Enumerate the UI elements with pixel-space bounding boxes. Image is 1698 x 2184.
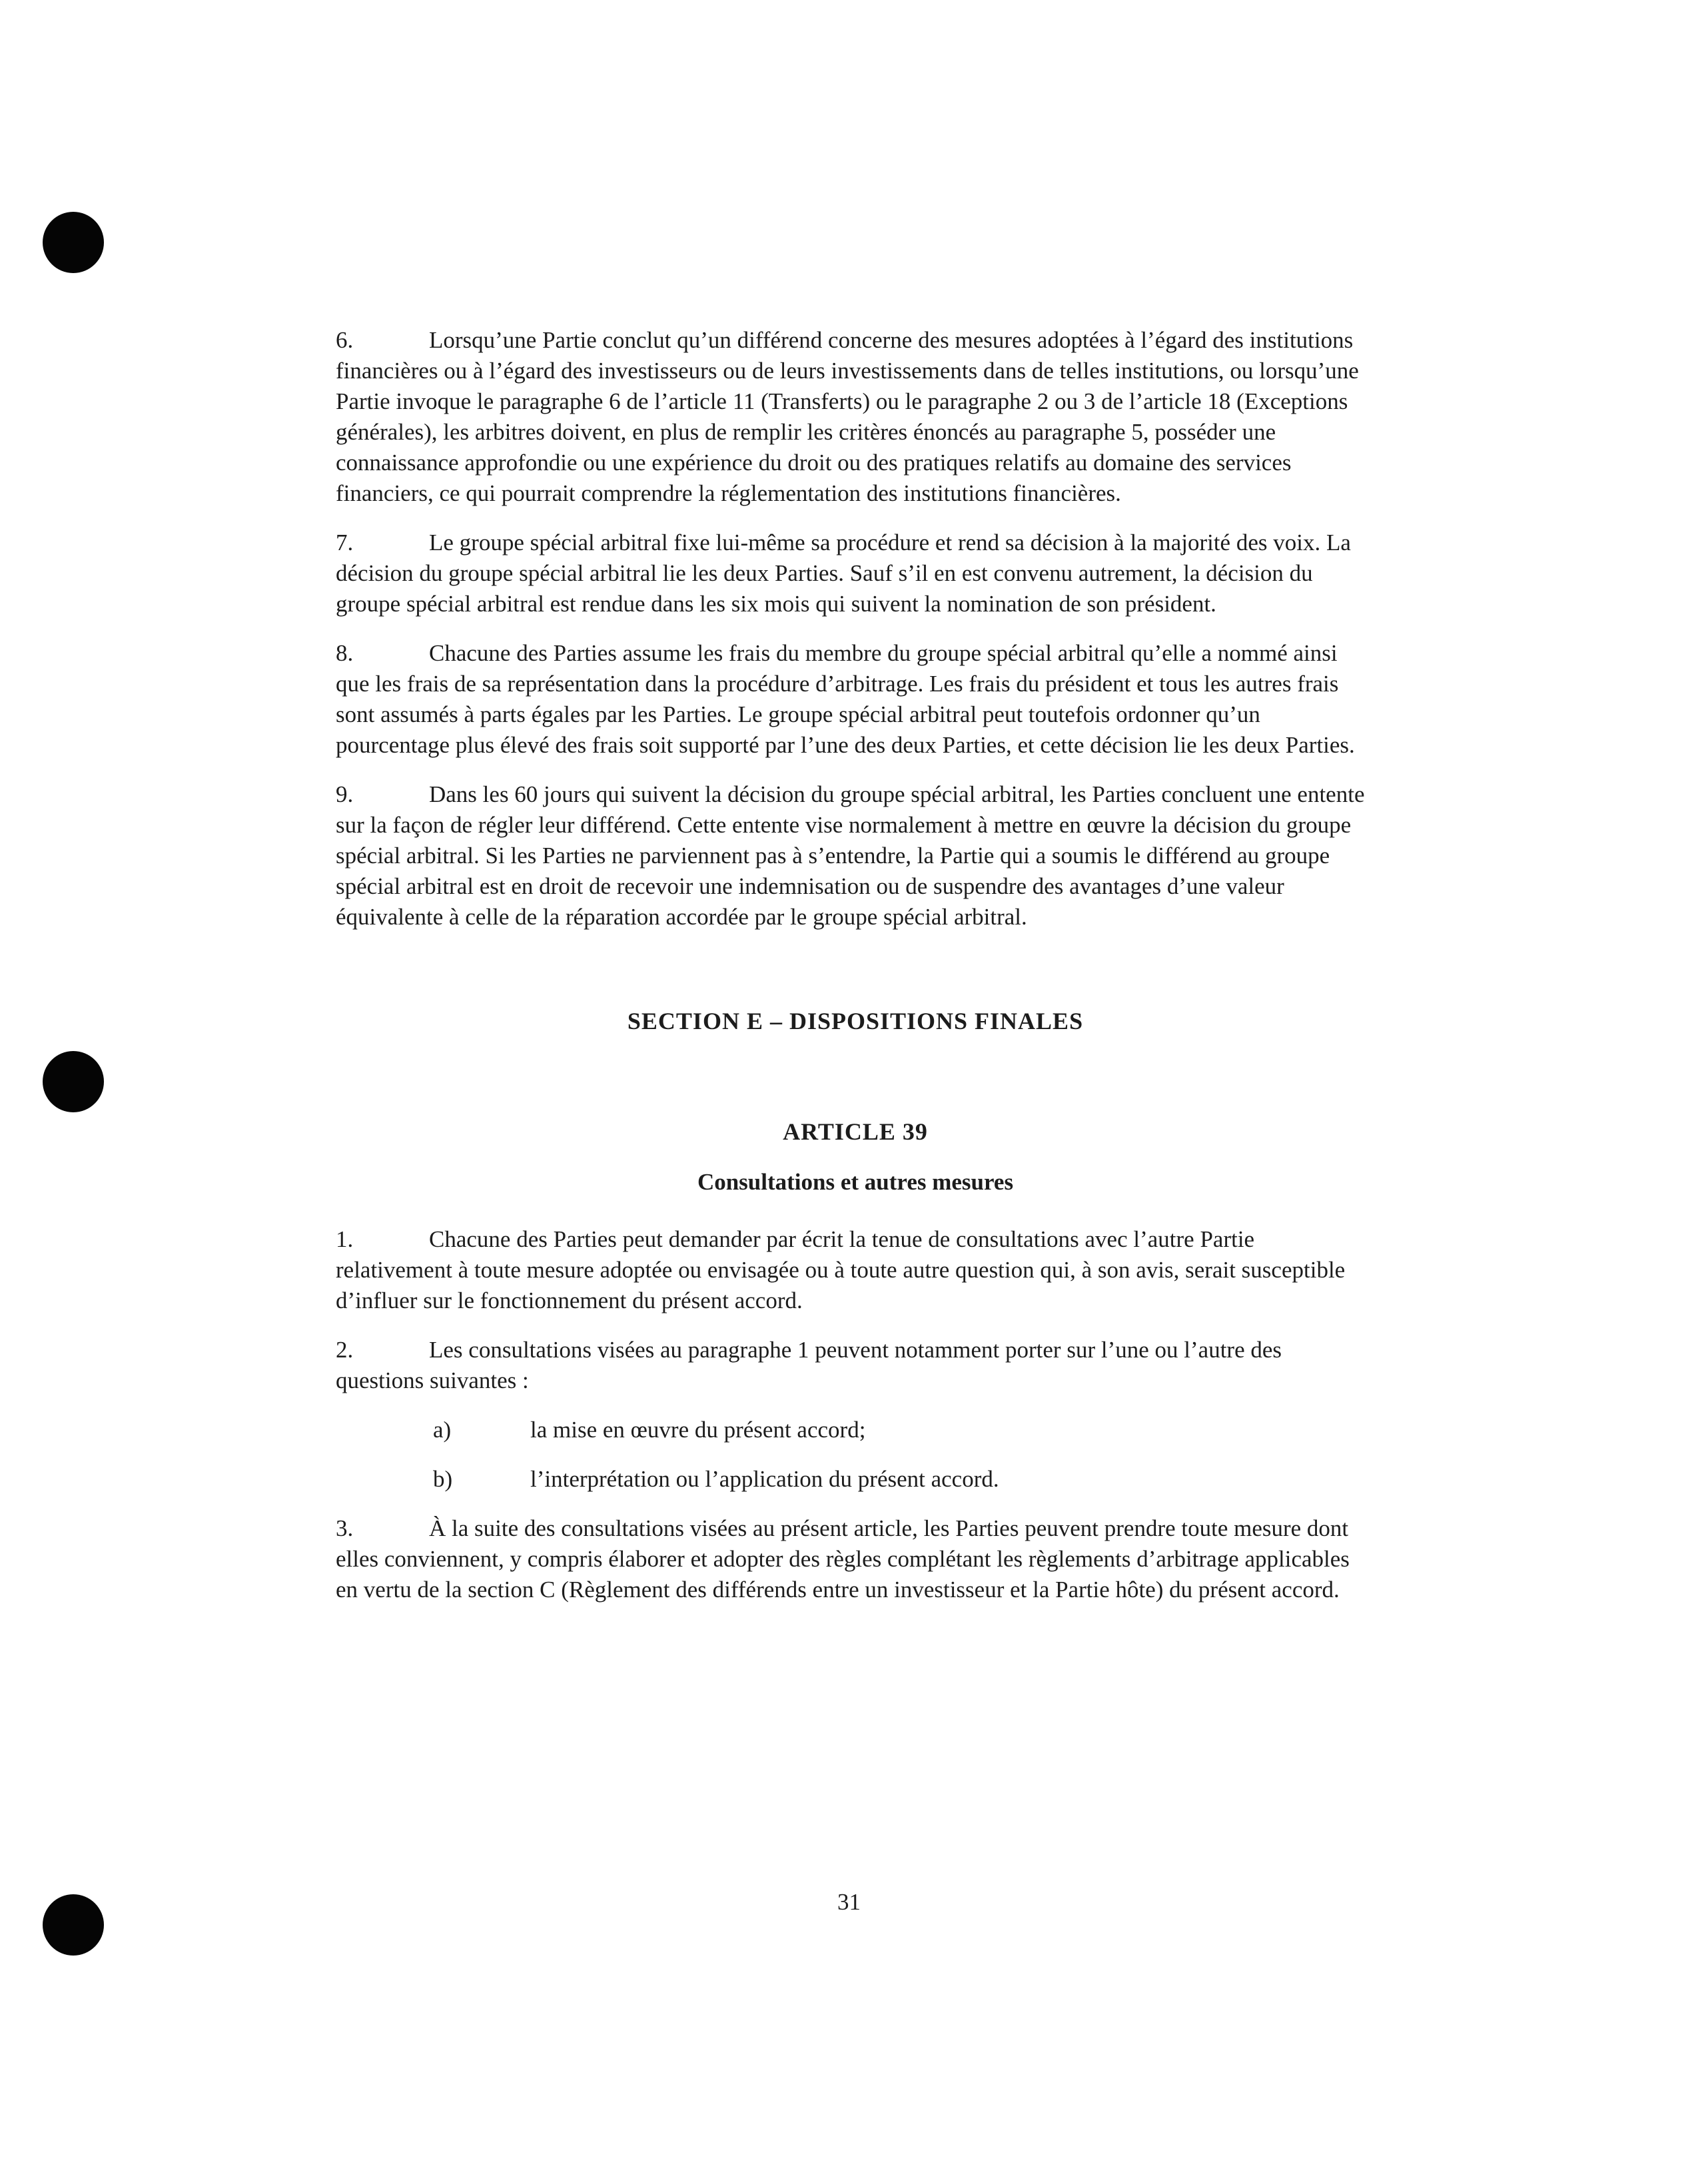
article-heading: ARTICLE 39 [783,1118,928,1145]
list-item-text: l’interprétation ou l’application du présent accord. [530,1466,999,1492]
list-item [433,1464,1375,1495]
paragraph-9 [336,779,1375,932]
paragraph-number: 2. [336,1337,354,1363]
list-item-letter: a) [433,1417,452,1443]
paragraph-6 [336,325,1375,509]
paragraph-text: Chacune des Parties peut demander par écrit la tenue de consultations avec l’autre Partie relativement à toute mesure adoptée ou envisagée ou à toute autre question qui, à son avis, serait susceptible d’influer sur le fonctionnement du présent accord. [336,1226,1346,1313]
paragraph-text: À la suite des consultations visées au présent article, les Parties peuvent prendre toute mesure dont elles conviennent, y compris élaborer et adopter des règles complétant les règlements d’arbitrage applicables en vertu de la section C (Règlement des différends entre un investisseur et la Partie hôte) du présent accord. [336,1515,1350,1603]
paragraph-number: 6. [336,327,354,353]
article-paragraph-2 [336,1335,1375,1396]
paragraph-text: Le groupe spécial arbitral fixe lui-même sa procédure et rend sa décision à la majorité des voix. La décision du groupe spécial arbitral lie les deux Parties. Sauf s’il en est convenu autrement, la décision du groupe spécial arbitral est rendue dans les six mois qui suivent la nomination de son président. [336,530,1351,617]
paragraph-8 [336,638,1375,761]
paragraph-text: Lorsqu’une Partie conclut qu’un différend concerne des mesures adoptées à l’égard des institutions financières ou à l’égard des investisseurs ou de leurs investissements dans de telles institutions, ou lorsqu’une Partie invoque le paragraphe 6 de l’article 11 (Transferts) ou le paragraphe 2 ou 3 de l’article 18 (Exceptions générales), les arbitres doivent, en plus de remplir les critères énoncés au paragraphe 5, posséder une connaissance approfondie ou une expérience du droit ou des pratiques relatifs au domaine des services financiers, ce qui pourrait comprendre la réglementation des institutions financières. [336,327,1359,506]
paragraph-number: 7. [336,530,354,555]
section-heading: SECTION E – DISPOSITIONS FINALES [627,1008,1084,1034]
list-item-letter: b) [433,1466,453,1492]
paragraph-text: Chacune des Parties assume les frais du membre du groupe spécial arbitral qu’elle a nommé ainsi que les frais de sa représentation dans la procédure d’arbitrage. Les frais du président et tous les autres frais sont assumés à parts égales par les Parties. Le groupe spécial arbitral peut toutefois ordonner qu’un pourcentage plus élevé des frais soit supporté par l’une des deux Parties, et cette décision lie les deux Parties. [336,640,1355,758]
list-item-text: la mise en œuvre du présent accord; [530,1417,866,1443]
paragraph-number: 1. [336,1226,354,1252]
article-paragraph-3 [336,1513,1375,1605]
paragraph-number: 8. [336,640,354,666]
article-paragraph-1 [336,1224,1375,1316]
article-subheading: Consultations et autres mesures [697,1169,1014,1195]
paragraph-text: Les consultations visées au paragraphe 1 peuvent notamment porter sur l’une ou l’autre des questions suivantes : [336,1337,1282,1393]
punch-hole [43,1051,104,1112]
list-item [433,1415,1375,1445]
page-number: 31 [837,1889,861,1915]
punch-hole [43,212,104,273]
paragraph-number: 3. [336,1515,354,1541]
paragraph-number: 9. [336,781,354,807]
paragraph-7 [336,528,1375,619]
paragraph-text: Dans les 60 jours qui suivent la décision du groupe spécial arbitral, les Parties concluent une entente sur la façon de régler leur différend. Cette entente vise normalement à mettre en œuvre la décision du groupe spécial arbitral. Si les Parties ne parviennent pas à s’entendre, la Partie qui a soumis le différend au groupe spécial arbitral est en droit de recevoir une indemnisation ou de suspendre des avantages d’une valeur équivalente à celle de la réparation accordée par le groupe spécial arbitral. [336,781,1365,930]
document-body [336,325,1375,1624]
